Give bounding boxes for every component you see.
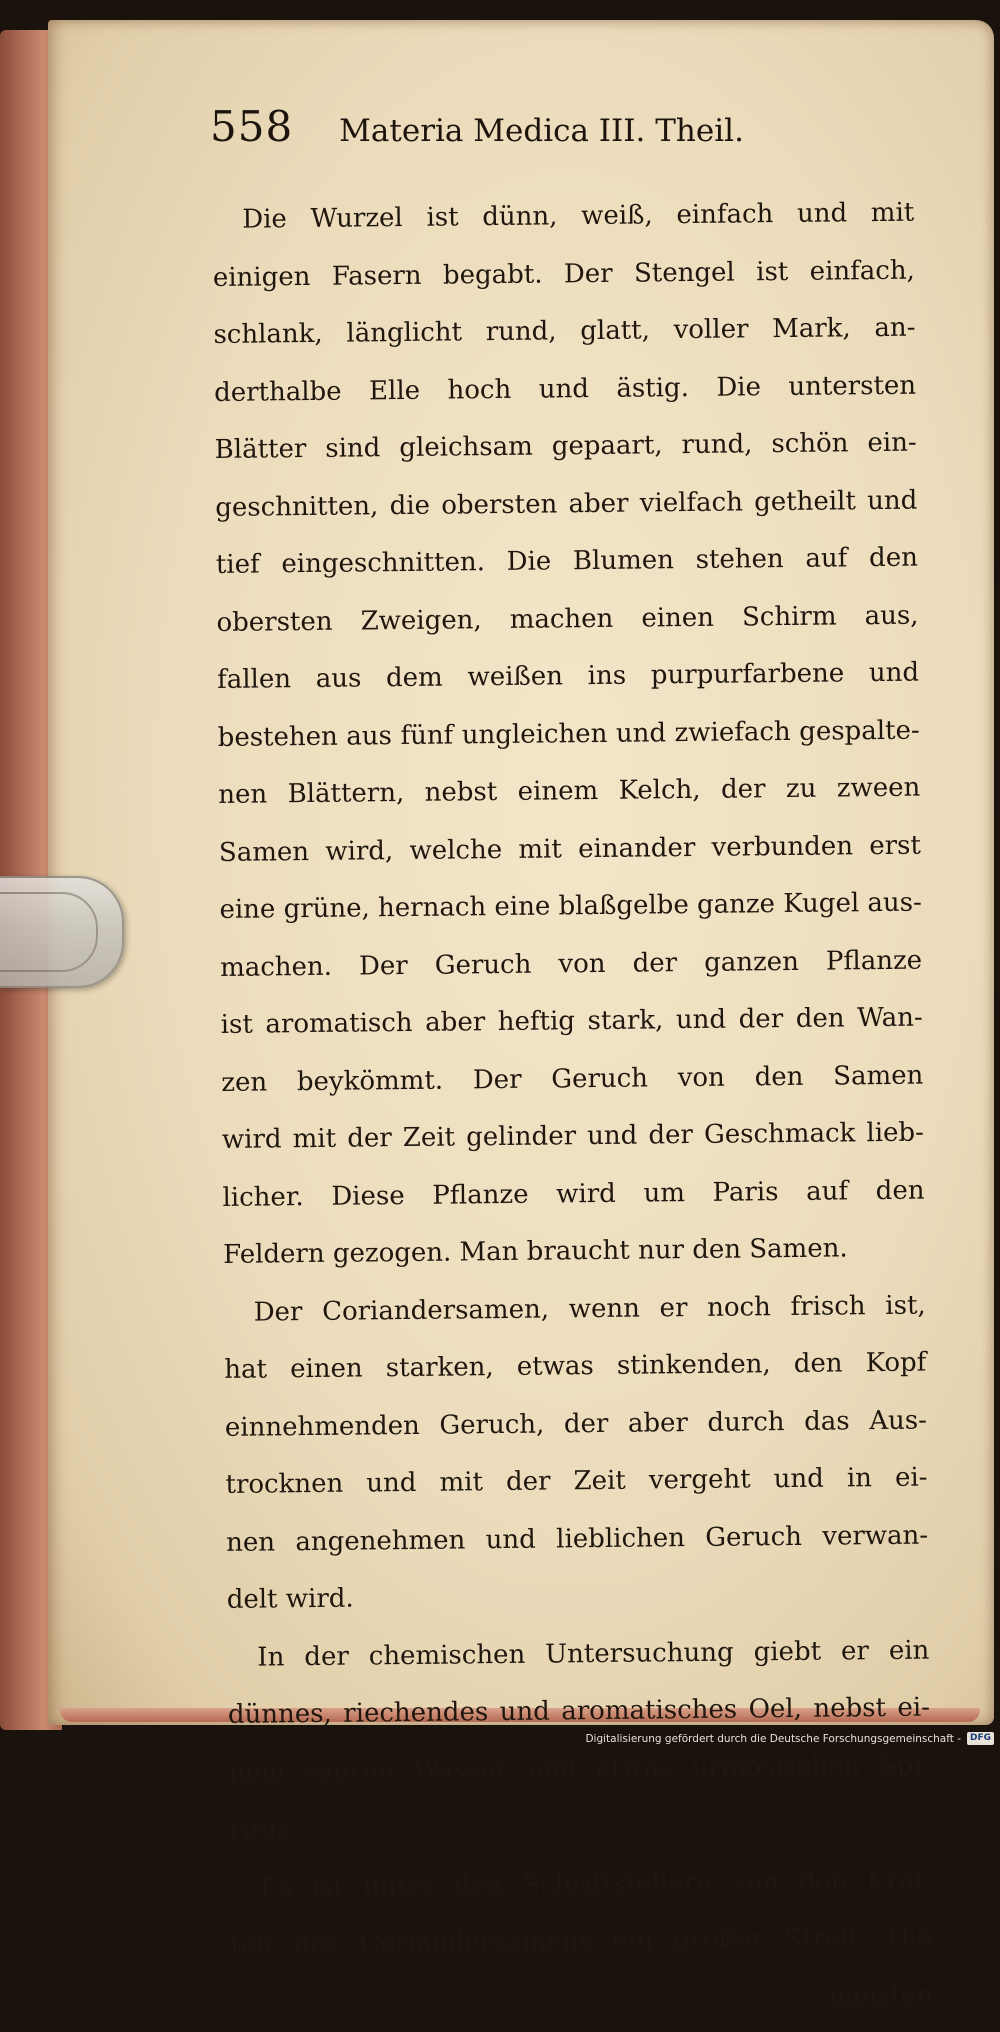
body-text [212,185,933,2032]
text-line: geschnitten, die obersten aber vielfach getheilt und [215,485,918,523]
page-header [210,102,810,151]
text-line: ist aromatisch aber heftig stark, und der den Wan- [220,1002,923,1040]
credit-text: Digitalisierung gefördert durch die Deutsche Forschungsgemeinschaft - [585,1732,961,1745]
running-title: Materia Medica III. Theil. [339,113,744,149]
text-line: hat einen starken, etwas stinkenden, den Kopf [224,1347,927,1385]
text-line: licher. Diese Pflanze wird um Paris auf den [222,1175,925,1213]
dfg-logo: DFG [967,1732,994,1745]
text-line: einigen Fasern begabt. Der Stengel ist einfach, [212,255,916,293]
text-line: machen. Der Geruch von der ganzen Pflanze [219,945,923,983]
text-line: In der chemischen Untersuchung giebt er ein [257,1635,930,1673]
text-line: derthalbe Elle hoch und ästig. Die untersten [213,370,917,408]
catchword: meisten [828,1980,934,2012]
text-line: Der Coriandersamen, wenn er noch frisch ist, [253,1290,926,1328]
text-line: Es ist unter den Schriftstellern von den Kräf- [259,1865,932,1903]
page-clip [0,876,124,988]
text-line: bestehen aus fünf ungleichen und zwiefach gespalte- [217,715,920,753]
text-line: dünnes, riechendes und aromatisches Oel, nebst ei- [227,1692,931,1730]
text-line: wird mit der Zeit gelinder und der Geschmack lieb- [221,1117,925,1155]
text-line: ritus. [228,1814,299,1845]
text-line: fallen aus dem weißen ins purpurfarbene und [216,657,920,695]
text-line: ten des Coriandersamens ein großer Streit. Die [230,1922,933,1960]
text-line: schlank, länglicht rund, glatt, voller Mark, an- [213,312,916,350]
text-line: Samen wird, welche mit einander verbunden erst [218,830,922,868]
text-line: nem sauren Wasser und etwas urinösischen Spi- [228,1750,931,1788]
text-line: nen Blättern, nebst einem Kelch, der zu zween [218,772,921,810]
text-line: Blätter sind gleichsam gepaart, rund, schön ein- [214,427,917,465]
page-number: 558 [210,102,294,151]
text-line: nen angenehmen und lieblichen Geruch verwan- [225,1520,929,1558]
text-line: delt wird. [226,1583,354,1615]
text-line: Die Wurzel ist dünn, weiß, einfach und mit [242,197,915,235]
text-line: obersten Zweigen, machen einen Schirm aus, [216,600,919,638]
digitization-credit [585,1732,994,1745]
text-line: trocknen und mit der Zeit vergeht und in ei- [225,1462,928,1500]
text-line: eine grüne, hernach eine blaßgelbe ganze Kugel aus- [219,887,922,925]
text-line: einnehmenden Geruch, der aber durch das Aus- [224,1405,928,1443]
text-line: zen beykömmt. Der Geruch von den Samen [221,1060,924,1098]
text-line: tief eingeschnitten. Die Blumen stehen auf den [215,542,919,580]
text-line: Feldern gezogen. Man braucht nur den Samen. [222,1233,848,1270]
